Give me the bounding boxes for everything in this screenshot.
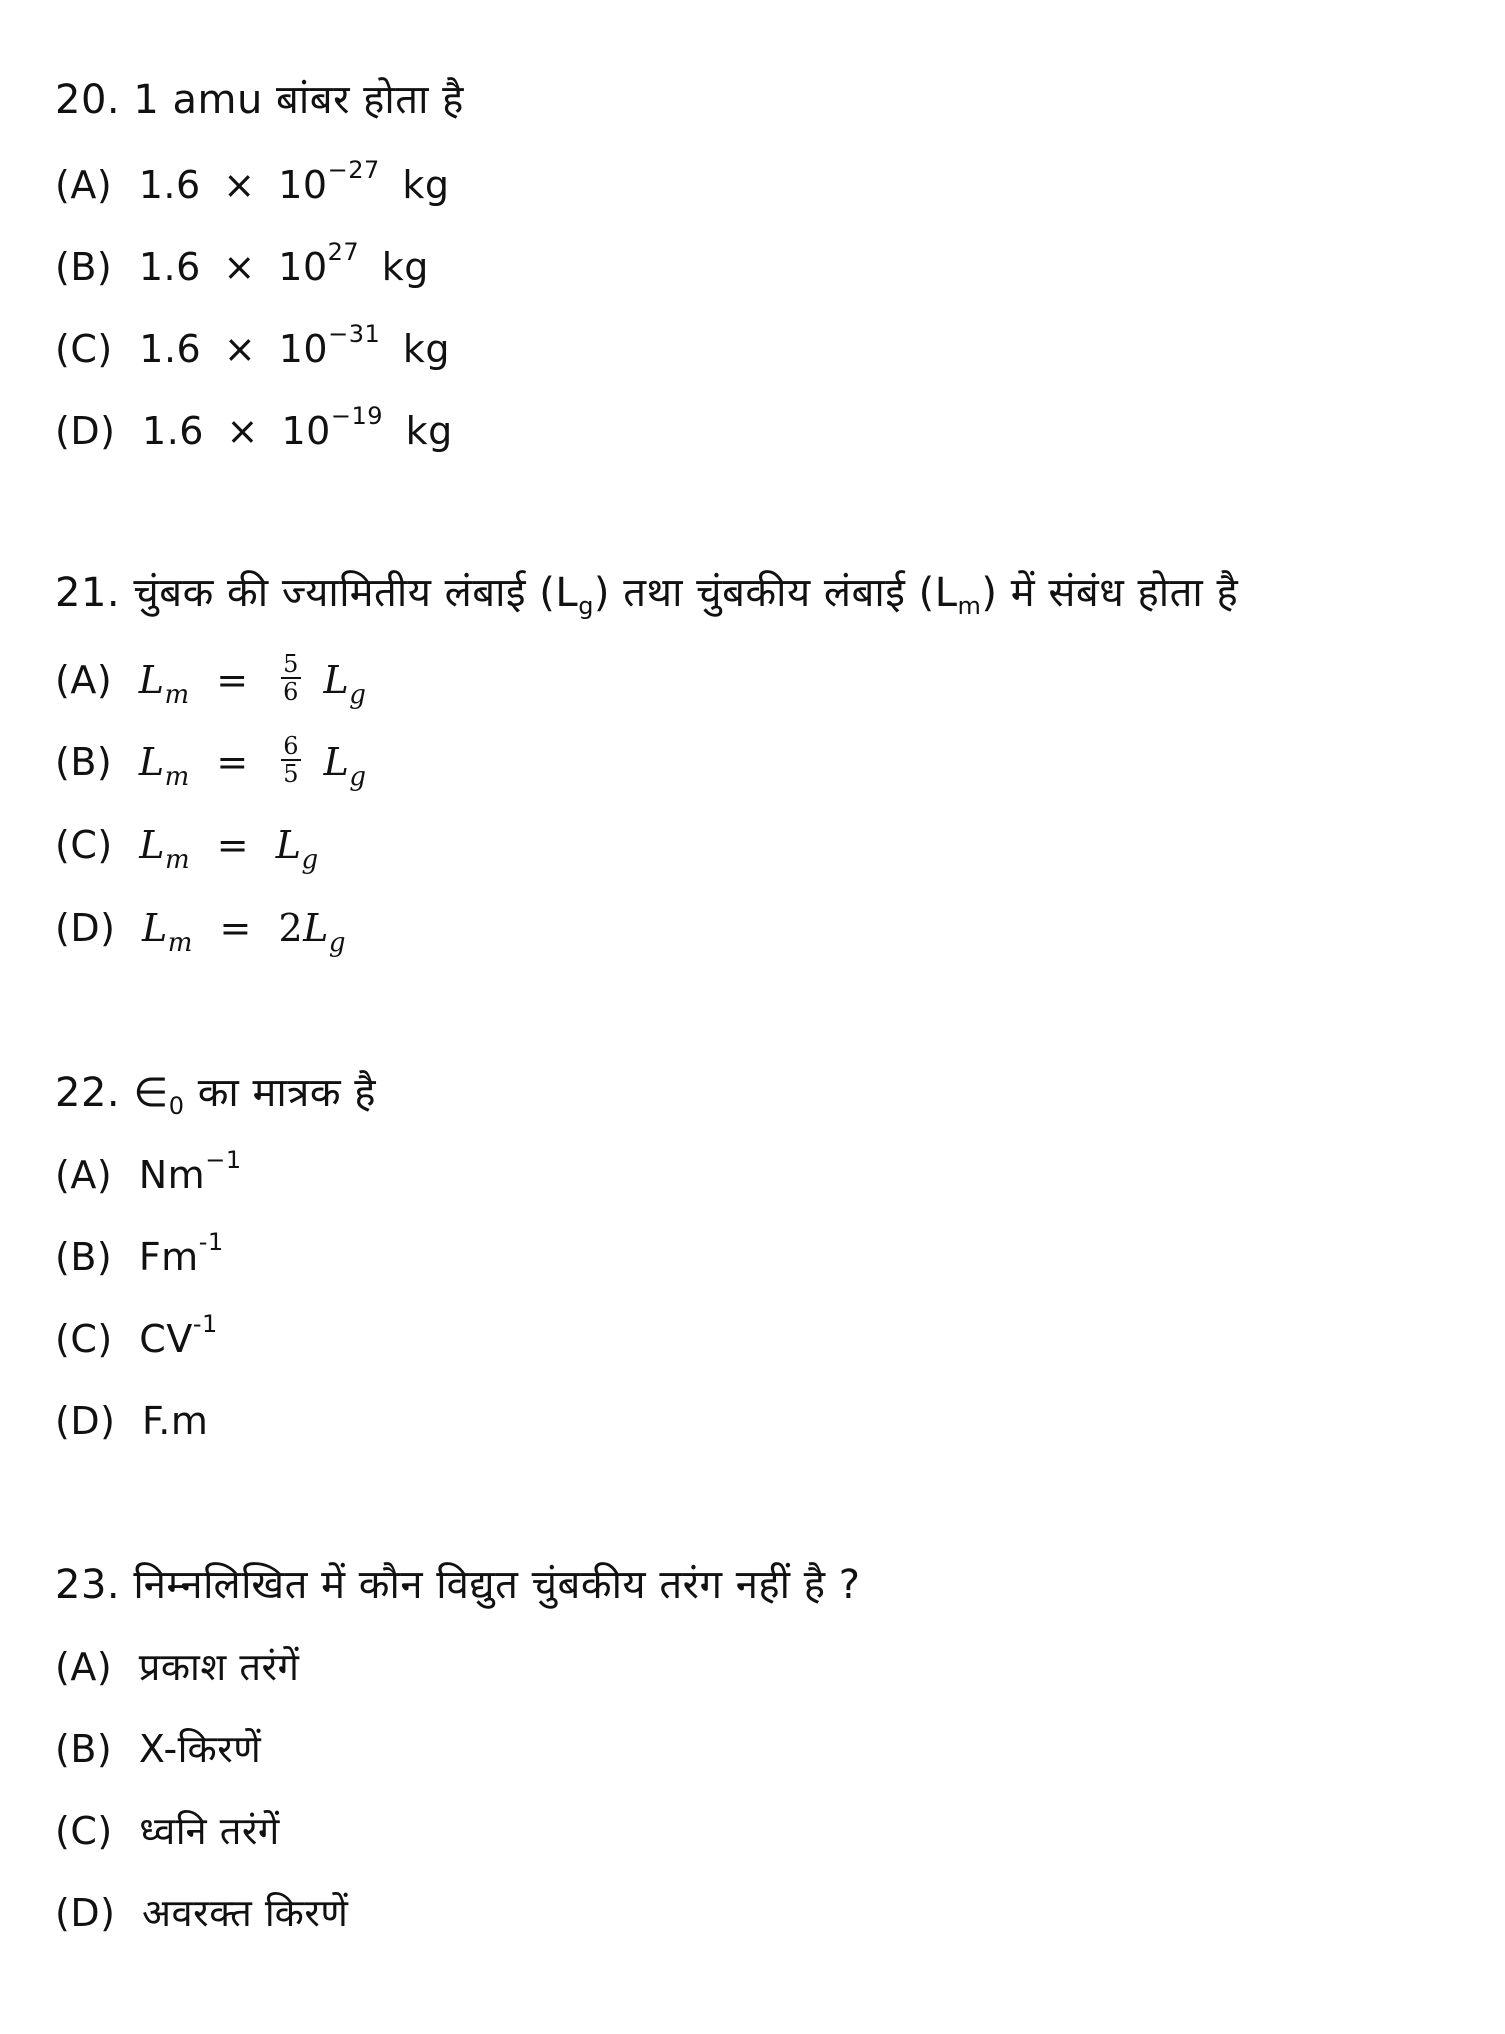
question-text: का मात्रक है: [197, 1070, 377, 1116]
option-unit: kg: [405, 409, 453, 453]
times-sign: ×: [223, 245, 256, 289]
option-text: अवरक्त किरणें: [142, 1891, 349, 1935]
equation-rhs: L: [275, 823, 302, 867]
option-label: (D): [55, 409, 116, 453]
fraction: [281, 651, 301, 705]
equals-sign: =: [216, 740, 249, 784]
fraction-numerator: 6: [283, 731, 300, 760]
option-exponent: −1: [205, 1146, 242, 1174]
lhs-subscript: m: [167, 928, 193, 958]
option-unit: kg: [381, 245, 429, 289]
question-text-part2: ) तथा चुंबकीय लंबाई (L: [593, 570, 958, 616]
option-exponent: 27: [327, 238, 360, 266]
option-unit: F.m: [142, 1399, 209, 1443]
fraction-numerator: 5: [283, 649, 299, 678]
option-mantissa: 1.6: [138, 163, 201, 207]
option-base: 10: [278, 327, 329, 371]
equation-rhs: L: [323, 658, 350, 702]
q22-option-c: [55, 1310, 218, 1364]
lhs-subscript: m: [164, 680, 190, 710]
fraction-denominator: 5: [283, 759, 300, 788]
q20-option-b: [55, 238, 429, 292]
question-text-part1: चुंबक की ज्यामितीय लंबाई (L: [133, 570, 579, 616]
question-text: निम्नलिखित में कौन विद्युत चुंबकीय तरंग नहीं है ?: [133, 1562, 861, 1608]
option-text: ध्वनि तरंगें: [139, 1809, 280, 1853]
equals-sign: =: [219, 906, 252, 950]
question-20: [55, 75, 464, 125]
question-21: [55, 568, 1238, 618]
rhs-subscript: g: [349, 680, 367, 710]
times-sign: ×: [226, 409, 259, 453]
subscript-m: m: [957, 592, 982, 620]
equals-sign: =: [216, 658, 249, 702]
option-label: (A): [55, 1645, 113, 1689]
fraction-denominator: 6: [283, 677, 299, 706]
option-exponent: −27: [327, 156, 380, 184]
option-unit: Nm: [138, 1153, 206, 1197]
option-unit: Fm: [138, 1235, 199, 1279]
q20-option-a: [55, 156, 450, 210]
option-text: X-किरणें: [138, 1727, 262, 1771]
option-label: (D): [55, 906, 116, 950]
q21-option-a: [55, 649, 367, 711]
equation: [142, 906, 347, 958]
epsilon-symbol: ∈: [133, 1070, 169, 1116]
question-number: 22.: [55, 1070, 121, 1116]
equation: [138, 649, 367, 710]
option-mantissa: 1.6: [142, 409, 204, 453]
rhs-subscript: g: [349, 762, 367, 792]
equation-lhs: L: [138, 740, 165, 784]
q20-option-c: [55, 320, 450, 374]
rhs-subscript: g: [328, 928, 347, 958]
option-label: (B): [55, 740, 113, 784]
subscript-g: g: [578, 592, 594, 620]
option-label: (B): [55, 1727, 113, 1771]
option-exponent: -1: [198, 1228, 224, 1256]
question-number: 23.: [55, 1562, 121, 1608]
option-base: 10: [278, 163, 328, 207]
option-label: (C): [55, 1317, 113, 1361]
q21-option-d: [55, 903, 347, 958]
option-unit: CV: [139, 1317, 193, 1361]
q21-option-b: [55, 731, 367, 793]
q22-option-b: [55, 1228, 224, 1282]
option-label: (C): [55, 327, 113, 371]
option-base: 10: [281, 409, 331, 453]
times-sign: ×: [223, 163, 256, 207]
q23-option-a: [55, 1642, 299, 1692]
equation-lhs: L: [139, 823, 166, 867]
option-label: (A): [55, 658, 113, 702]
epsilon-subscript: 0: [168, 1092, 185, 1120]
equation-lhs: L: [142, 906, 168, 950]
q21-option-c: [55, 820, 319, 875]
lhs-subscript: m: [164, 762, 190, 792]
option-label: (A): [55, 1153, 113, 1197]
rhs-subscript: g: [301, 845, 319, 875]
option-label: (B): [55, 1235, 113, 1279]
option-exponent: −19: [330, 402, 383, 430]
equation-rhs: L: [303, 906, 329, 950]
option-exponent: −31: [328, 320, 381, 348]
q20-option-d: [55, 402, 453, 456]
fraction: [281, 733, 301, 787]
option-base: 10: [278, 245, 328, 289]
question-number: 20.: [55, 77, 121, 123]
question-22: [55, 1068, 376, 1118]
option-label: (D): [55, 1891, 116, 1935]
option-label: (D): [55, 1399, 116, 1443]
times-sign: ×: [223, 327, 257, 371]
lhs-subscript: m: [165, 845, 191, 875]
equation: [139, 823, 319, 875]
option-label: (B): [55, 245, 113, 289]
equation-rhs: L: [323, 740, 350, 784]
option-exponent: -1: [192, 1310, 218, 1338]
option-mantissa: 1.6: [139, 327, 202, 371]
q23-option-d: [55, 1888, 348, 1938]
equation-lhs: L: [138, 658, 165, 702]
equals-sign: =: [216, 823, 250, 867]
equation: [138, 731, 367, 792]
q23-option-b: [55, 1724, 261, 1774]
option-unit: kg: [402, 327, 450, 371]
option-text: प्रकाश तरंगें: [138, 1645, 300, 1689]
q23-option-c: [55, 1806, 280, 1856]
question-text: 1 amu बांबर होता है: [133, 77, 464, 123]
question-23: [55, 1560, 860, 1610]
question-text-part3: ) में संबंध होता है: [981, 570, 1239, 616]
q22-option-d: [55, 1396, 208, 1446]
option-label: (C): [55, 823, 113, 867]
option-label: (C): [55, 1809, 113, 1853]
coefficient: 2: [278, 906, 304, 950]
option-mantissa: 1.6: [138, 245, 201, 289]
q22-option-a: [55, 1146, 242, 1200]
option-label: (A): [55, 163, 113, 207]
question-number: 21.: [55, 570, 121, 616]
option-unit: kg: [402, 163, 450, 207]
